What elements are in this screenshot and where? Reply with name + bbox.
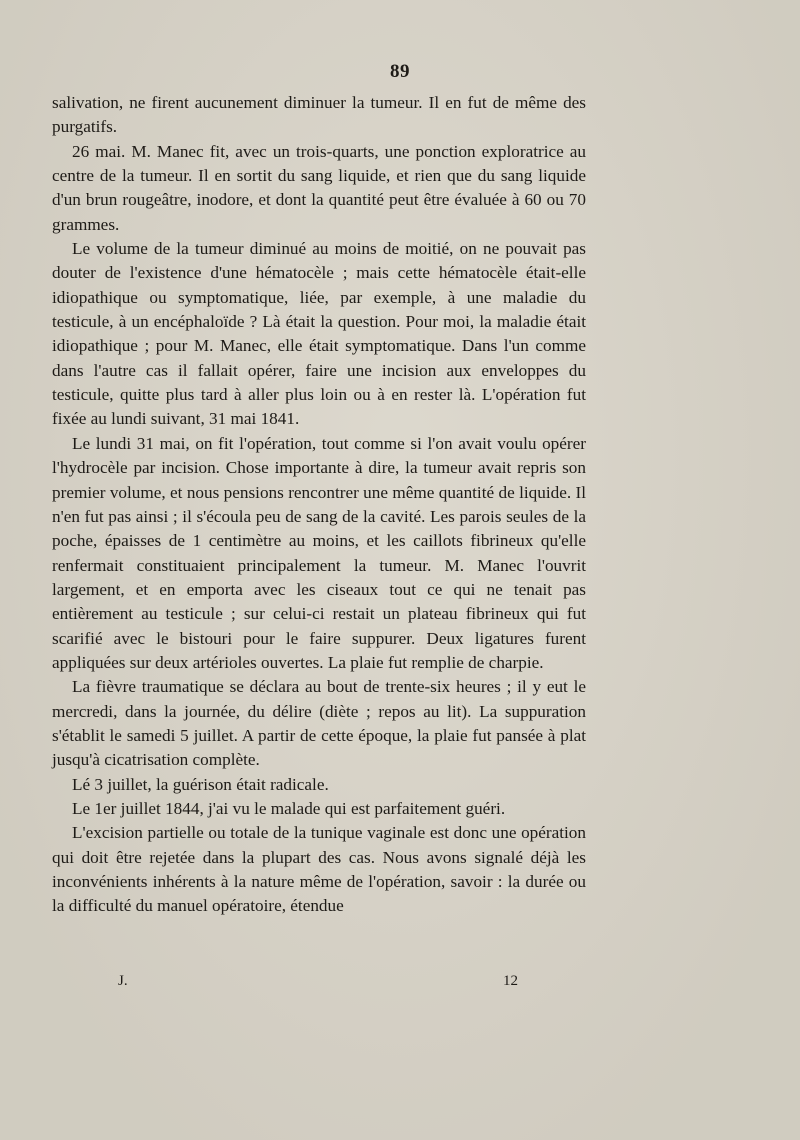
page-number: 89 [390, 61, 410, 82]
paragraph-8: L'excision partielle ou totale de la tunique vaginale est donc une opération qui doit être rejetée dans la plupart des cas. Nous avons signalé déjà les inconvénients inhérents à la nature même de l'opération, savoir : la durée ou la difficulté du manuel opératoire, étendue [52, 823, 586, 916]
body-text [52, 91, 586, 919]
paragraph-2: 26 mai. M. Manec fit, avec un trois-quarts, une ponction exploratrice au centre de la tumeur. Il en sortit du sang liquide, et rien que du sang liquide d'un brun rougeâtre, inodore, et dont la quantité peut être évaluée à 60 ou 70 grammes. [52, 141, 586, 234]
paragraph-1: salivation, ne firent aucunement diminuer la tumeur. Il en fut de même des purgatifs. [52, 93, 586, 137]
page-footer [0, 973, 800, 995]
paragraph-4: Le lundi 31 mai, on fit l'opération, tout comme si l'on avait voulu opérer l'hydrocèle par incision. Chose importante à dire, la tumeur avait repris son premier volume, et nous pensions rencontrer une même quantité de liquide. Il n'en fut pas ainsi ; il s'écoula peu de sang de la cavité. Les parois seules de la poche, épaisses de 1 centimètre au moins, et les caillots fibrineux qu'elle renfermait constituaient principalement la tumeur. M. Manec l'ouvrit largement, et en emporta avec les ciseaux tout ce qui ne tenait pas entièrement au testicule ; sur celui-ci restait un plateau fibrineux qui fut scarifié avec le bistouri pour le faire suppurer. Deux ligatures furent appliquées sur deux artérioles ouvertes. La plaie fut remplie de charpie. [52, 433, 586, 672]
signature-mark-right: 12 [503, 973, 518, 989]
paragraph-5: La fièvre traumatique se déclara au bout de trente-six heures ; il y eut le mercredi, dans la journée, du délire (diète ; repos au lit). La suppuration s'établit le samedi 5 juillet. A partir de cette époque, la plaie fut pansée à plat jusqu'à cicatrisation complète. [52, 677, 586, 770]
signature-mark-left: J. [118, 973, 128, 989]
paragraph-7: Le 1er juillet 1844, j'ai vu le malade qui est parfaitement guéri. [72, 798, 506, 818]
paragraph-6: Lé 3 juillet, la guérison était radicale. [72, 774, 329, 794]
paragraph-3: Le volume de la tumeur diminué au moins de moitié, on ne pouvait pas douter de l'existence d'une hématocèle ; mais cette hématocèle était-elle idiopathique ou symptomatique, liée, par exemple, à une maladie du testicule, à un encéphaloïde ? Là était la question. Pour moi, la maladie était idiopathique ; pour M. Manec, elle était symptomatique. Dans l'un comme dans l'autre cas il fallait opérer, faire une incision aux enveloppes du testicule, quitte plus tard à aller plus loin ou à en rester là. L'opération fut fixée au lundi suivant, 31 mai 1841. [52, 239, 586, 429]
